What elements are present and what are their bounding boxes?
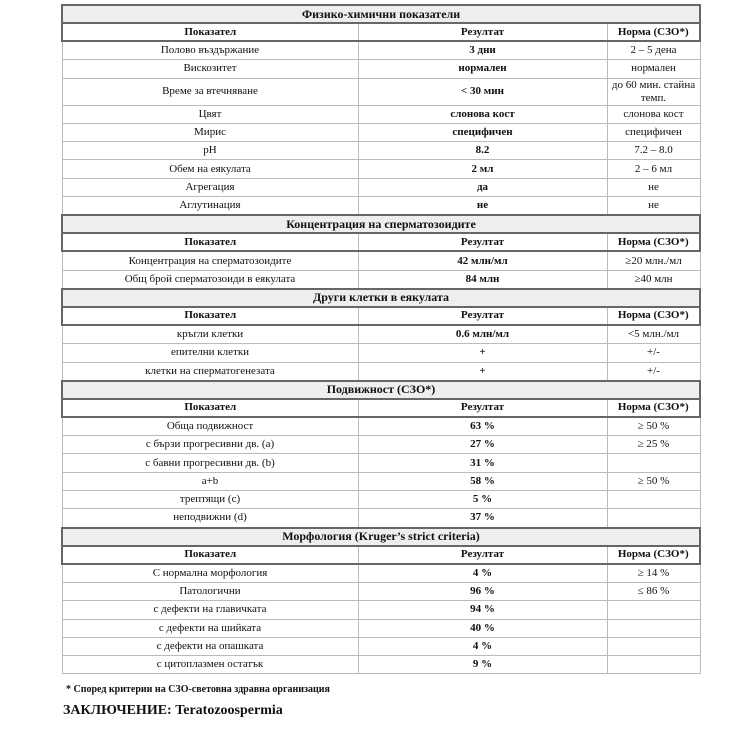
norm-cell <box>607 656 700 674</box>
norm-cell: до 60 мин. стайна темп. <box>607 78 700 105</box>
indicator-cell: Цвят <box>62 105 358 123</box>
table-row <box>62 142 700 160</box>
column-header-row <box>62 233 700 251</box>
norm-cell: ≥ 50 % <box>607 417 700 436</box>
indicator-cell: С нормална морфология <box>62 564 358 583</box>
norm-cell <box>607 601 700 619</box>
result-cell: 96 % <box>358 582 607 600</box>
column-header-result: Резултат <box>358 307 607 325</box>
column-header-indicator: Показател <box>62 546 358 564</box>
column-header-result: Резултат <box>358 399 607 417</box>
column-header-row <box>62 23 700 41</box>
indicator-cell: с дефекти на опашката <box>62 637 358 655</box>
table-row <box>62 454 700 472</box>
result-cell: 40 % <box>358 619 607 637</box>
indicator-cell: Полово въздържание <box>62 41 358 60</box>
norm-cell: <5 млн./мл <box>607 325 700 344</box>
table-row <box>62 60 700 78</box>
indicator-cell: Патологични <box>62 582 358 600</box>
column-header-result: Резултат <box>358 233 607 251</box>
result-cell: 84 млн <box>358 270 607 289</box>
table-row <box>62 509 700 528</box>
result-cell: + <box>358 362 607 381</box>
section-title: Други клетки в еякулата <box>62 289 700 307</box>
indicator-cell: клетки на сперматогенезата <box>62 362 358 381</box>
indicator-cell: Общ брой сперматозоиди в еякулата <box>62 270 358 289</box>
result-cell: нормален <box>358 60 607 78</box>
result-cell: 27 % <box>358 436 607 454</box>
section-title: Подвижност (СЗО*) <box>62 381 700 399</box>
section-title-row <box>62 289 700 307</box>
table-row <box>62 270 700 289</box>
norm-cell: ≥ 25 % <box>607 436 700 454</box>
result-cell: + <box>358 344 607 362</box>
column-header-indicator: Показател <box>62 23 358 41</box>
result-cell: 4 % <box>358 564 607 583</box>
norm-cell: 7.2 – 8.0 <box>607 142 700 160</box>
table-row <box>62 325 700 344</box>
indicator-cell: pH <box>62 142 358 160</box>
result-cell: < 30 мин <box>358 78 607 105</box>
table-row <box>62 637 700 655</box>
section-title-row <box>62 215 700 233</box>
column-header-result: Резултат <box>358 546 607 564</box>
indicator-cell: с дефекти на главичката <box>62 601 358 619</box>
norm-cell: не <box>607 178 700 196</box>
indicator-cell: Аглутинация <box>62 197 358 216</box>
norm-cell: ≥ 14 % <box>607 564 700 583</box>
norm-cell: слонова кост <box>607 105 700 123</box>
result-cell: не <box>358 197 607 216</box>
table-row <box>62 362 700 381</box>
table-row <box>62 344 700 362</box>
table-row <box>62 178 700 196</box>
table-row <box>62 417 700 436</box>
indicator-cell: епителни клетки <box>62 344 358 362</box>
table-row <box>62 160 700 178</box>
indicator-cell: Агрегация <box>62 178 358 196</box>
result-cell: 63 % <box>358 417 607 436</box>
section-title-row <box>62 5 700 23</box>
indicator-cell: Обем на еякулата <box>62 160 358 178</box>
indicator-cell: Концентрация на сперматозоидите <box>62 251 358 270</box>
result-cell: да <box>358 178 607 196</box>
indicator-cell: Мирис <box>62 123 358 141</box>
section-title: Физико-химични показатели <box>62 5 700 23</box>
table-row <box>62 78 700 105</box>
conclusion: ЗАКЛЮЧЕНИЕ: Teratozoospermia <box>63 703 283 718</box>
indicator-cell: трептящи (c) <box>62 491 358 509</box>
column-header-norm: Норма (СЗО*) <box>607 23 700 41</box>
table-row <box>62 123 700 141</box>
result-cell: 58 % <box>358 472 607 490</box>
indicator-cell: Вискозитет <box>62 60 358 78</box>
indicator-cell: с бавни прогресивни дв. (b) <box>62 454 358 472</box>
norm-cell: ≥40 млн <box>607 270 700 289</box>
indicator-cell: Време за втечняване <box>62 78 358 105</box>
footnote: * Според критерии на СЗО-световна здравна организация <box>66 684 330 695</box>
column-header-norm: Норма (СЗО*) <box>607 307 700 325</box>
table-row <box>62 436 700 454</box>
indicator-cell: кръгли клетки <box>62 325 358 344</box>
norm-cell: ≥20 млн./мл <box>607 251 700 270</box>
table-row <box>62 472 700 490</box>
section-title-row <box>62 381 700 399</box>
table-row <box>62 105 700 123</box>
result-cell: 3 дни <box>358 41 607 60</box>
result-cell: 37 % <box>358 509 607 528</box>
result-cell: специфичен <box>358 123 607 141</box>
norm-cell: 2 – 5 дена <box>607 41 700 60</box>
table-row <box>62 582 700 600</box>
section-title: Морфология (Kruger’s strict criteria) <box>62 528 700 546</box>
column-header-norm: Норма (СЗО*) <box>607 399 700 417</box>
column-header-indicator: Показател <box>62 233 358 251</box>
norm-cell: +/- <box>607 362 700 381</box>
norm-cell <box>607 509 700 528</box>
table-row <box>62 564 700 583</box>
column-header-row <box>62 307 700 325</box>
result-cell: 94 % <box>358 601 607 619</box>
column-header-norm: Норма (СЗО*) <box>607 233 700 251</box>
norm-cell: ≥ 50 % <box>607 472 700 490</box>
table-row <box>62 197 700 216</box>
result-cell: 9 % <box>358 656 607 674</box>
indicator-cell: a+b <box>62 472 358 490</box>
column-header-row <box>62 546 700 564</box>
norm-cell <box>607 491 700 509</box>
results-table <box>61 4 701 674</box>
column-header-indicator: Показател <box>62 307 358 325</box>
semen-analysis-report <box>61 4 699 674</box>
table-row <box>62 619 700 637</box>
column-header-norm: Норма (СЗО*) <box>607 546 700 564</box>
result-cell: 5 % <box>358 491 607 509</box>
result-cell: 42 млн/мл <box>358 251 607 270</box>
norm-cell <box>607 454 700 472</box>
norm-cell: специфичен <box>607 123 700 141</box>
norm-cell: 2 – 6 мл <box>607 160 700 178</box>
result-cell: 4 % <box>358 637 607 655</box>
norm-cell: ≤ 86 % <box>607 582 700 600</box>
column-header-row <box>62 399 700 417</box>
indicator-cell: с бързи прогресивни дв. (a) <box>62 436 358 454</box>
result-cell: слонова кост <box>358 105 607 123</box>
section-title-row <box>62 528 700 546</box>
indicator-cell: с дефекти на шийката <box>62 619 358 637</box>
table-row <box>62 491 700 509</box>
table-row <box>62 41 700 60</box>
result-cell: 8.2 <box>358 142 607 160</box>
norm-cell <box>607 619 700 637</box>
indicator-cell: Обща подвижност <box>62 417 358 436</box>
table-row <box>62 251 700 270</box>
column-header-indicator: Показател <box>62 399 358 417</box>
result-cell: 2 мл <box>358 160 607 178</box>
result-cell: 0.6 млн/мл <box>358 325 607 344</box>
norm-cell: не <box>607 197 700 216</box>
norm-cell: нормален <box>607 60 700 78</box>
indicator-cell: неподвижни (d) <box>62 509 358 528</box>
table-row <box>62 656 700 674</box>
section-title: Концентрация на сперматозоидите <box>62 215 700 233</box>
result-cell: 31 % <box>358 454 607 472</box>
table-row <box>62 601 700 619</box>
norm-cell <box>607 637 700 655</box>
norm-cell: +/- <box>607 344 700 362</box>
indicator-cell: с цитоплазмен остатък <box>62 656 358 674</box>
column-header-result: Резултат <box>358 23 607 41</box>
